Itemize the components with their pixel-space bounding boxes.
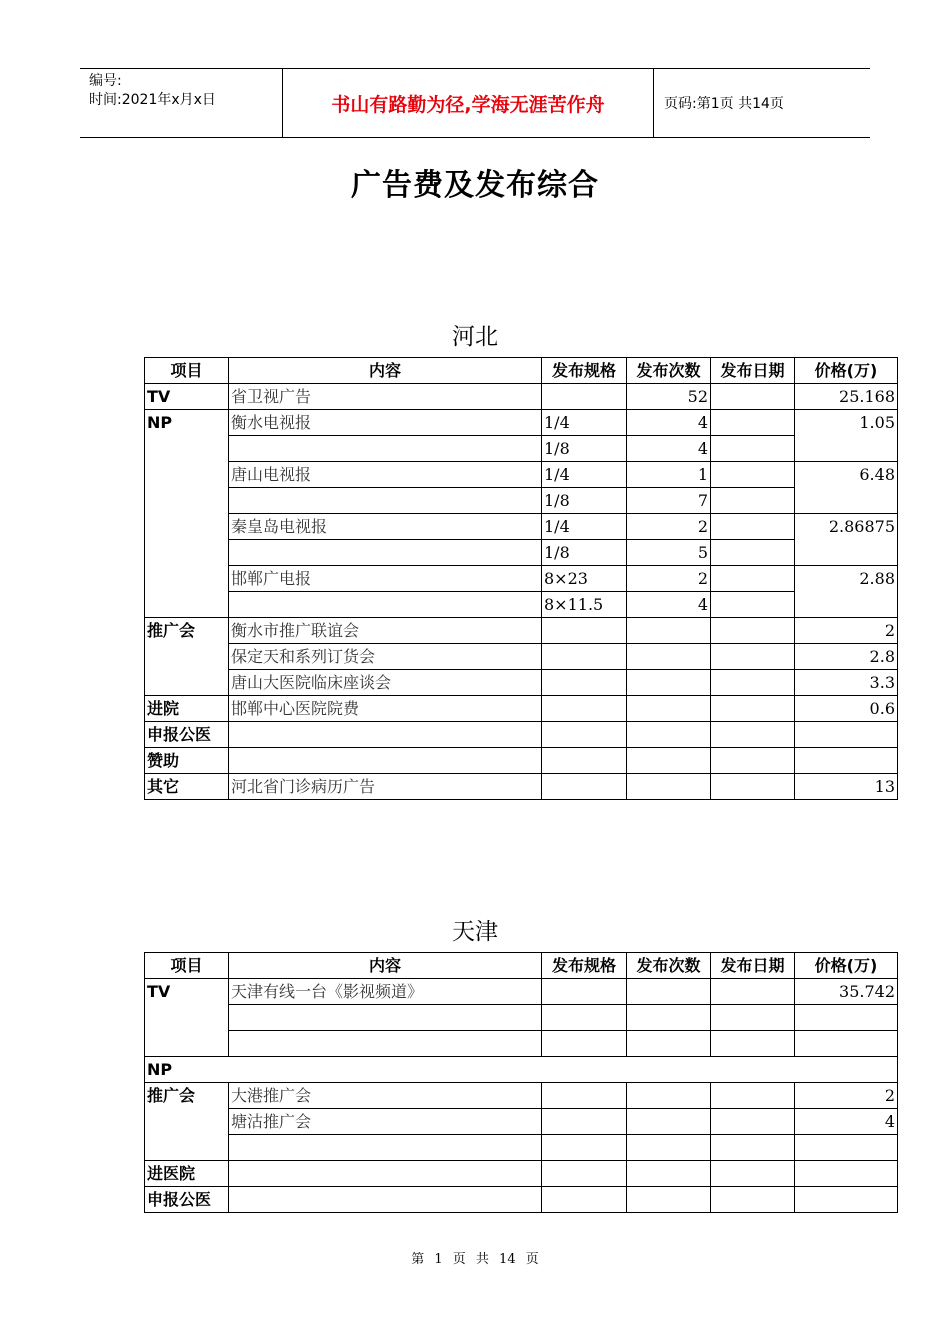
date-cell [711, 566, 795, 592]
content-cell [229, 592, 542, 618]
spec-cell: 1/4 [542, 514, 627, 540]
content-cell [229, 488, 542, 514]
count-cell [627, 1031, 711, 1057]
count-cell [627, 748, 711, 774]
count-cell [627, 722, 711, 748]
count-cell [627, 670, 711, 696]
col-header-date: 发布日期 [711, 953, 795, 979]
item-cell: TV [145, 384, 229, 410]
count-cell [627, 1083, 711, 1109]
content-cell: 省卫视广告 [229, 384, 542, 410]
spec-cell [542, 670, 627, 696]
price-cell [795, 1161, 898, 1187]
date-cell [711, 1187, 795, 1213]
table-row [145, 488, 898, 514]
table-row [145, 1187, 898, 1213]
count-cell [627, 696, 711, 722]
content-cell: 河北省门诊病历广告 [229, 774, 542, 800]
count-cell: 7 [627, 488, 711, 514]
number-label: 编号: [89, 73, 122, 89]
price-cell [795, 1187, 898, 1213]
section-title-hebei: 河北 [452, 324, 498, 350]
item-cell: TV [145, 979, 229, 1057]
hebei-table [144, 357, 898, 800]
table-row [145, 410, 898, 436]
table-row [145, 592, 898, 618]
price-cell: 6.48 [795, 462, 898, 514]
date-cell [711, 670, 795, 696]
header-page-number: 页码:第1页 共14页 [664, 96, 784, 112]
count-cell [627, 1161, 711, 1187]
date-cell [711, 1135, 795, 1161]
date-cell [711, 462, 795, 488]
price-cell: 2 [795, 618, 898, 644]
date-cell [711, 488, 795, 514]
date-cell [711, 748, 795, 774]
table-row [145, 1057, 898, 1083]
count-cell [627, 1005, 711, 1031]
date-cell [711, 979, 795, 1005]
price-cell: 2.8 [795, 644, 898, 670]
table-row [145, 462, 898, 488]
item-cell: 进医院 [145, 1161, 229, 1187]
count-cell [627, 644, 711, 670]
date-cell [711, 1109, 795, 1135]
table-header-row [145, 953, 898, 979]
price-cell [795, 1005, 898, 1031]
table-row [145, 540, 898, 566]
content-cell [229, 1187, 542, 1213]
table-row [145, 644, 898, 670]
count-cell: 4 [627, 410, 711, 436]
spec-cell [542, 1031, 627, 1057]
spec-cell [542, 1187, 627, 1213]
spec-cell: 1/8 [542, 540, 627, 566]
table-row [145, 566, 898, 592]
col-header-date: 发布日期 [711, 358, 795, 384]
date-cell [711, 410, 795, 436]
spec-cell [542, 979, 627, 1005]
price-cell [795, 1135, 898, 1161]
table-row [145, 1005, 898, 1031]
item-cell: 申报公医 [145, 722, 229, 748]
table-row [145, 670, 898, 696]
col-header-spec: 发布规格 [542, 953, 627, 979]
item-cell: 其它 [145, 774, 229, 800]
spec-cell [542, 644, 627, 670]
col-header-item: 项目 [145, 358, 229, 384]
count-cell [627, 1135, 711, 1161]
table-row [145, 696, 898, 722]
item-cell: 进院 [145, 696, 229, 722]
content-cell: 大港推广会 [229, 1083, 542, 1109]
content-cell: 秦皇岛电视报 [229, 514, 542, 540]
page-footer: 第 1 页 共 14 页 [411, 1252, 539, 1267]
date-cell [711, 1083, 795, 1109]
content-cell: 邯郸中心医院院费 [229, 696, 542, 722]
date-cell [711, 618, 795, 644]
count-cell [627, 618, 711, 644]
price-cell: 0.6 [795, 696, 898, 722]
content-cell [229, 1031, 542, 1057]
content-cell: 唐山大医院临床座谈会 [229, 670, 542, 696]
spec-cell: 8×11.5 [542, 592, 627, 618]
col-header-price: 价格(万) [795, 358, 898, 384]
table-row [145, 1135, 898, 1161]
date-cell [711, 1161, 795, 1187]
price-cell: 35.742 [795, 979, 898, 1005]
content-cell [229, 1005, 542, 1031]
spec-cell: 1/4 [542, 462, 627, 488]
table-row [145, 748, 898, 774]
content-cell [229, 1161, 542, 1187]
date-cell [711, 540, 795, 566]
count-cell [627, 1187, 711, 1213]
header-meta [80, 69, 282, 137]
date-cell [711, 592, 795, 618]
item-cell: 推广会 [145, 1083, 229, 1161]
table-header-row [145, 358, 898, 384]
date-cell [711, 514, 795, 540]
date-cell [711, 696, 795, 722]
date-cell [711, 1005, 795, 1031]
count-cell: 1 [627, 462, 711, 488]
col-header-count: 发布次数 [627, 358, 711, 384]
date-cell [711, 722, 795, 748]
item-cell: NP [145, 1057, 898, 1083]
content-cell: 衡水市推广联谊会 [229, 618, 542, 644]
table-row [145, 618, 898, 644]
spec-cell [542, 748, 627, 774]
price-cell: 2.88 [795, 566, 898, 618]
spec-cell: 8×23 [542, 566, 627, 592]
spec-cell [542, 1161, 627, 1187]
item-cell: 赞助 [145, 748, 229, 774]
content-cell [229, 722, 542, 748]
content-cell: 保定天和系列订货会 [229, 644, 542, 670]
price-cell: 25.168 [795, 384, 898, 410]
content-cell: 衡水电视报 [229, 410, 542, 436]
tianjin-table [144, 952, 898, 1213]
price-cell: 2.86875 [795, 514, 898, 566]
count-cell [627, 979, 711, 1005]
price-cell: 13 [795, 774, 898, 800]
spec-cell [542, 696, 627, 722]
content-cell [229, 436, 542, 462]
date-cell [711, 384, 795, 410]
col-header-spec: 发布规格 [542, 358, 627, 384]
col-header-price: 价格(万) [795, 953, 898, 979]
content-cell: 唐山电视报 [229, 462, 542, 488]
table-row [145, 979, 898, 1005]
price-cell: 3.3 [795, 670, 898, 696]
spec-cell: 1/8 [542, 488, 627, 514]
spec-cell [542, 774, 627, 800]
content-cell [229, 748, 542, 774]
time-label: 时间:2021年x月x日 [89, 92, 216, 108]
price-cell [795, 748, 898, 774]
table-row [145, 1031, 898, 1057]
content-cell: 塘沽推广会 [229, 1109, 542, 1135]
count-cell [627, 774, 711, 800]
date-cell [711, 644, 795, 670]
count-cell: 5 [627, 540, 711, 566]
table-row [145, 1109, 898, 1135]
table-row [145, 384, 898, 410]
table-row [145, 514, 898, 540]
spec-cell [542, 1135, 627, 1161]
spec-cell [542, 1083, 627, 1109]
spec-cell [542, 722, 627, 748]
date-cell [711, 1031, 795, 1057]
section-title-tianjin: 天津 [452, 919, 498, 945]
count-cell: 2 [627, 514, 711, 540]
content-cell: 邯郸广电报 [229, 566, 542, 592]
content-cell: 天津有线一台《影视频道》 [229, 979, 542, 1005]
date-cell [711, 436, 795, 462]
item-cell: 申报公医 [145, 1187, 229, 1213]
price-cell: 1.05 [795, 410, 898, 462]
col-header-content: 内容 [229, 358, 542, 384]
date-cell [711, 774, 795, 800]
col-header-item: 项目 [145, 953, 229, 979]
spec-cell: 1/4 [542, 410, 627, 436]
table-row [145, 436, 898, 462]
spec-cell: 1/8 [542, 436, 627, 462]
col-header-content: 内容 [229, 953, 542, 979]
table-row [145, 774, 898, 800]
spec-cell [542, 1109, 627, 1135]
spec-cell [542, 618, 627, 644]
spec-cell [542, 384, 627, 410]
table-row [145, 1083, 898, 1109]
spec-cell [542, 1005, 627, 1031]
price-cell [795, 1031, 898, 1057]
count-cell: 4 [627, 592, 711, 618]
col-header-count: 发布次数 [627, 953, 711, 979]
price-cell: 4 [795, 1109, 898, 1135]
item-cell: NP [145, 410, 229, 618]
content-cell [229, 540, 542, 566]
header-motto: 书山有路勤为径,学海无涯苦作舟 [282, 69, 654, 137]
price-cell [795, 722, 898, 748]
document-title: 广告费及发布综合 [351, 168, 599, 203]
count-cell: 2 [627, 566, 711, 592]
table-row [145, 722, 898, 748]
price-cell: 2 [795, 1083, 898, 1109]
content-cell [229, 1135, 542, 1161]
table-row [145, 1161, 898, 1187]
page-header [80, 68, 870, 138]
item-cell: 推广会 [145, 618, 229, 696]
count-cell: 4 [627, 436, 711, 462]
count-cell [627, 1109, 711, 1135]
count-cell: 52 [627, 384, 711, 410]
